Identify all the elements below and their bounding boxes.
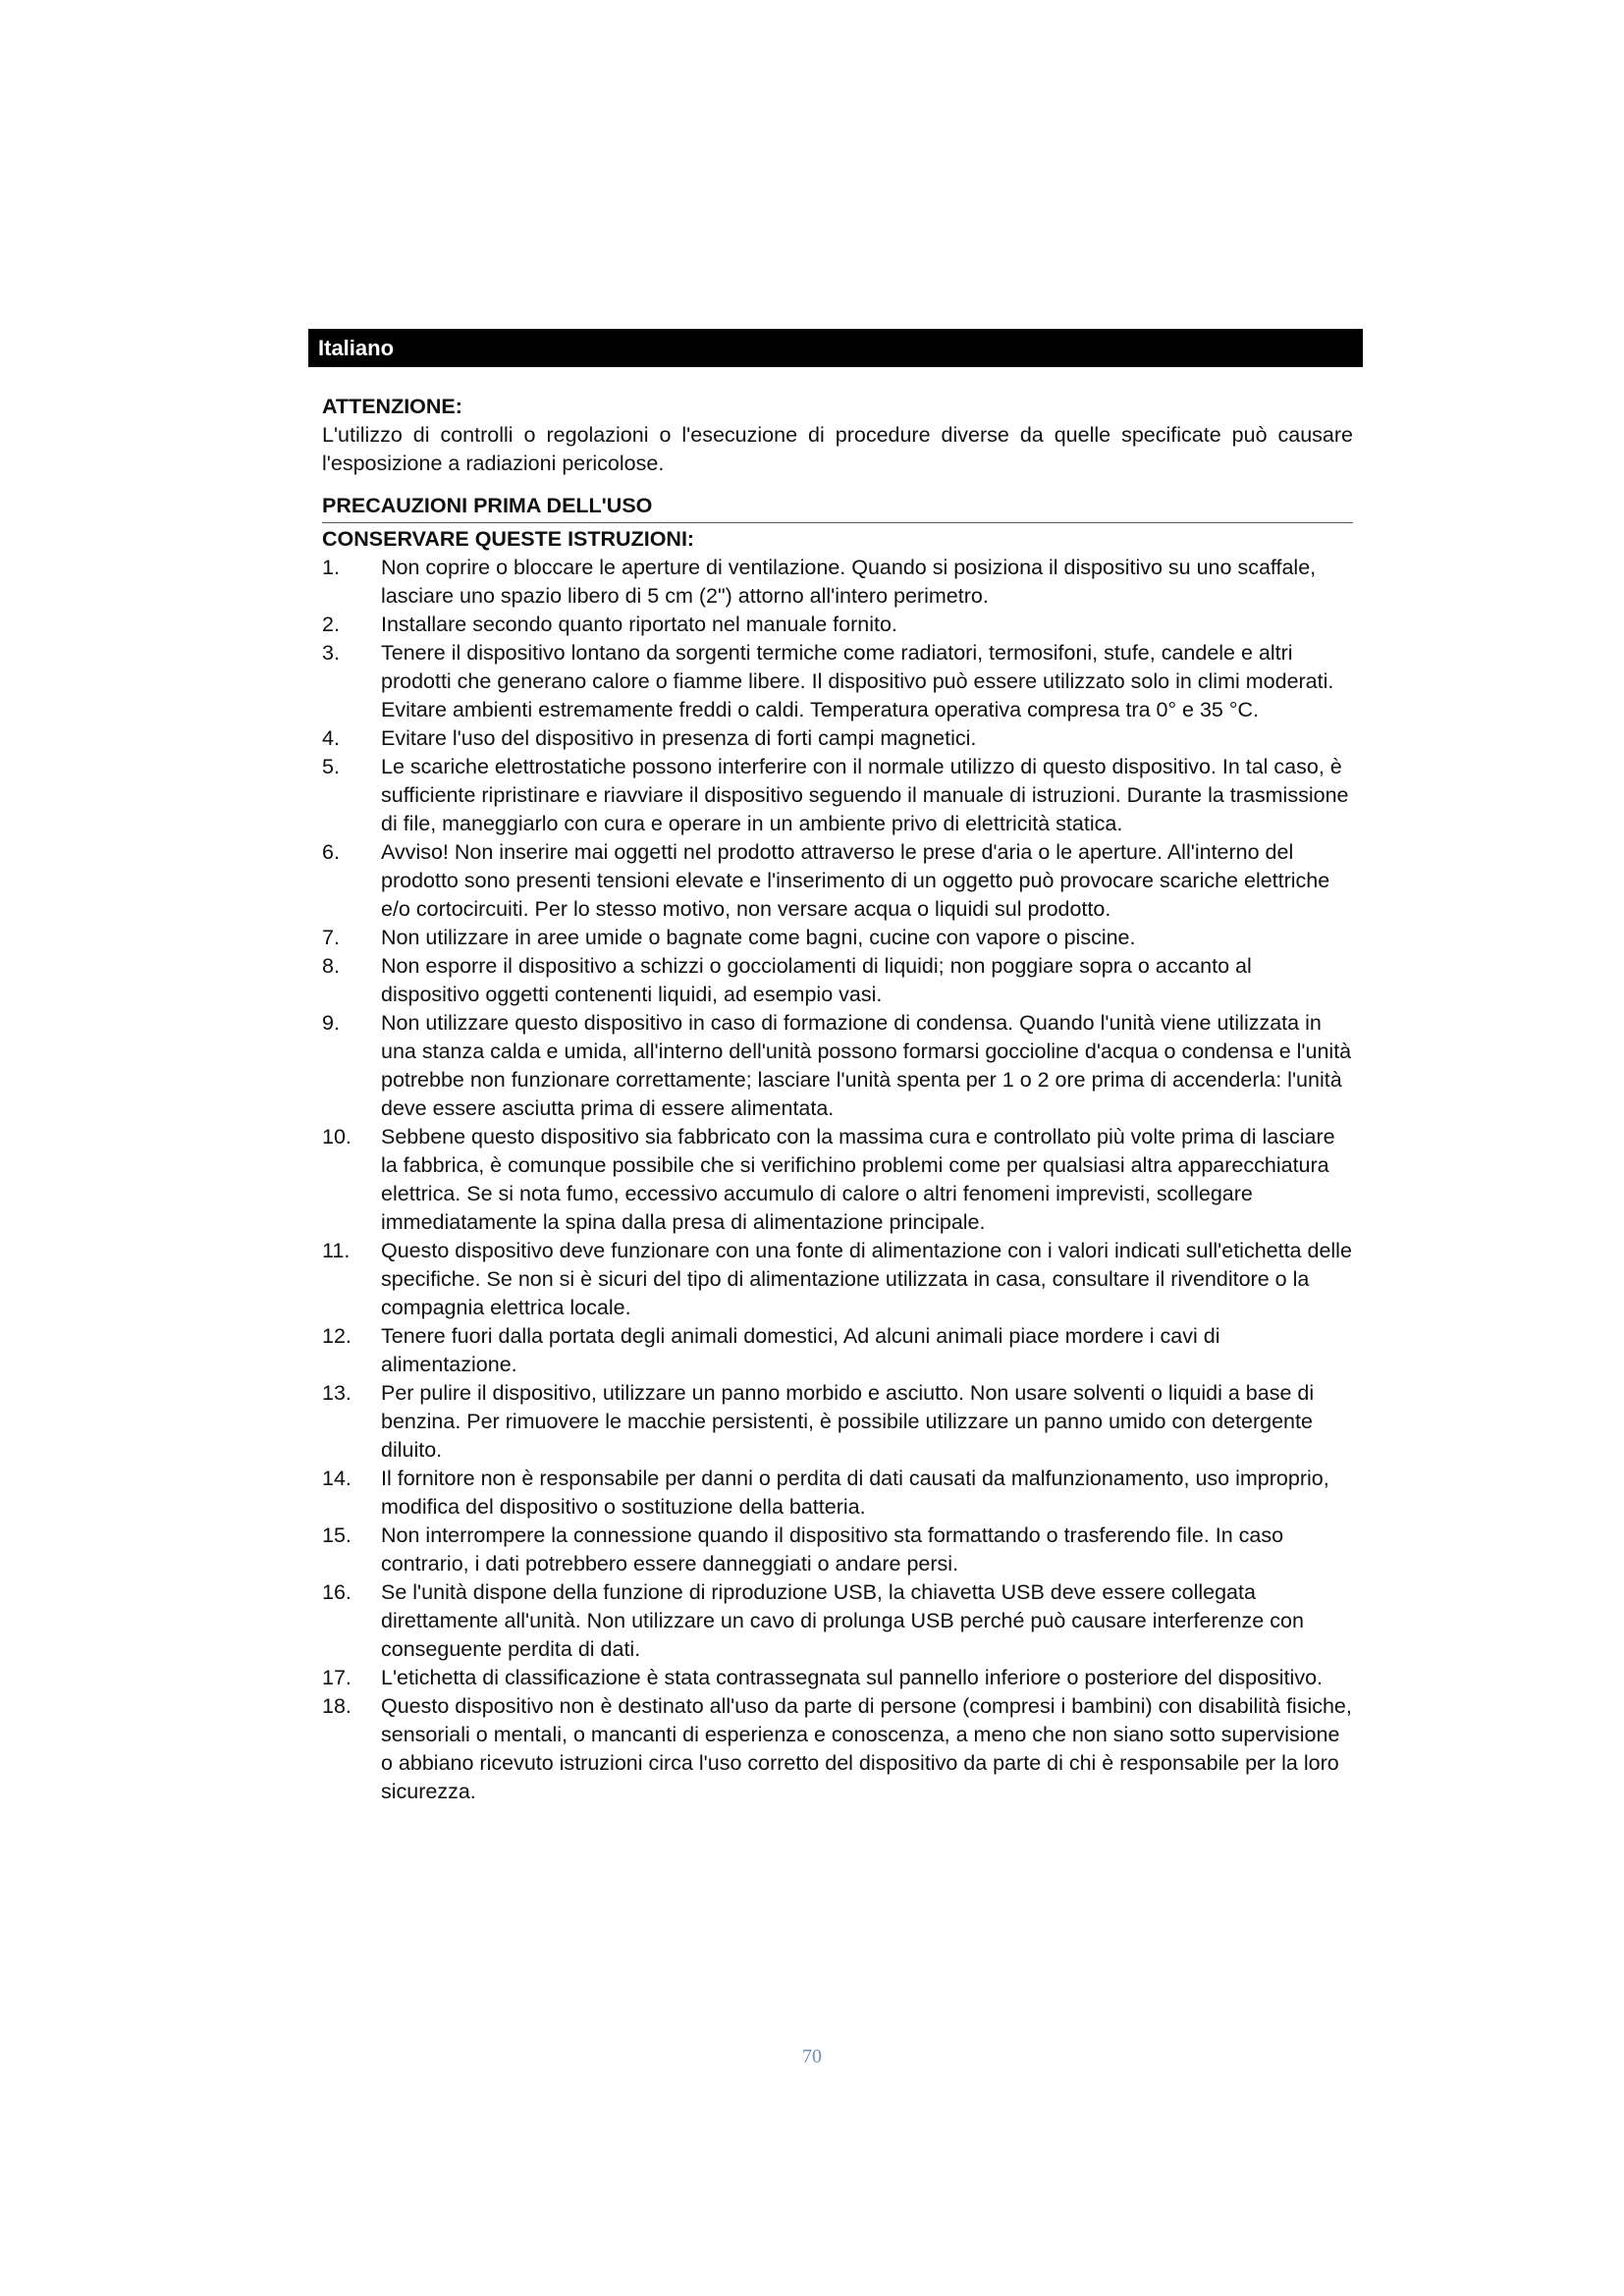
- page-number: 70: [802, 2046, 822, 2067]
- list-item-number: 17.: [322, 1666, 352, 1689]
- list-item: [322, 952, 1353, 1009]
- list-item: [322, 1322, 1353, 1379]
- list-item: [322, 611, 1353, 639]
- list-item-text: Tenere fuori dalla portata degli animali domestici, Ad alcuni animali piace mordere i cavi di alimentazione.: [381, 1324, 1220, 1376]
- list-item-number: 11.: [322, 1239, 351, 1262]
- list-item: [322, 1379, 1353, 1465]
- list-item-number: 12.: [322, 1324, 352, 1348]
- warning-heading: ATTENZIONE:: [322, 395, 462, 418]
- list-item-text: Evitare l'uso del dispositivo in presenza di forti campi magnetici.: [381, 726, 977, 750]
- list-item-number: 15.: [322, 1523, 352, 1547]
- list-item-number: 16.: [322, 1580, 352, 1604]
- list-item-number: 6.: [322, 840, 340, 864]
- list-item: [322, 838, 1353, 924]
- list-item: [322, 554, 1353, 611]
- list-item: [322, 1123, 1353, 1237]
- list-item: [322, 1692, 1353, 1806]
- list-item-text: Per pulire il dispositivo, utilizzare un panno morbido e asciutto. Non usare solventi o liquidi a base di benzina. Per rimuovere le macchie persistenti, è possibile utilizzare un panno umido con detergente diluito.: [381, 1381, 1315, 1462]
- list-item-number: 9.: [322, 1011, 340, 1035]
- list-item-text: Sebbene questo dispositivo sia fabbricato con la massima cura e controllato più volte prima di lasciare la fabbrica, è comunque possibile che si verifichino problemi come per qualsiasi altra apparecchiatura elettrica. Se si nota fumo, eccessivo accumulo di calore o altri fenomeni imprevisti, scollegare immediatamente la spina dalla presa di alimentazione principale.: [381, 1125, 1335, 1234]
- list-item-number: 14.: [322, 1467, 352, 1490]
- list-item-number: 4.: [322, 726, 340, 750]
- list-item-number: 8.: [322, 954, 340, 978]
- list-item: [322, 724, 1353, 753]
- language-header: Italiano: [308, 329, 1363, 367]
- list-item-text: Non esporre il dispositivo a schizzi o gocciolamenti di liquidi; non poggiare sopra o accanto al dispositivo oggetti contenenti liquidi, ad esempio vasi.: [381, 954, 1252, 1006]
- list-item-text: Se l'unità dispone della funzione di riproduzione USB, la chiavetta USB deve essere collegata direttamente all'unità. Non utilizzare un cavo di prolunga USB perché può causare interferenze con conseguente perdita di dati.: [381, 1580, 1304, 1661]
- precautions-subtitle: CONSERVARE QUESTE ISTRUZIONI:: [322, 527, 695, 551]
- list-item-text: Avviso! Non inserire mai oggetti nel prodotto attraverso le prese d'aria o le aperture. All'interno del prodotto sono presenti tensioni elevate e l'inserimento di un oggetto può provocare scariche elettriche e/o cortocircuiti. Per lo stesso motivo, non versare acqua o liquidi sul prodotto.: [381, 840, 1330, 921]
- list-item-text: Non coprire o bloccare le aperture di ventilazione. Quando si posiziona il dispositivo su uno scaffale, lasciare uno spazio libero di 5 cm (2") attorno all'intero perimetro.: [381, 556, 1317, 608]
- list-item-text: Non utilizzare questo dispositivo in caso di formazione di condensa. Quando l'unità viene utilizzata in una stanza calda e umida, all'interno dell'unità possono formarsi goccioline d'acqua o condensa e l'unità potrebbe non funzionare correttamente; lasciare l'unità spenta per 1 o 2 ore prima di accenderla: l'unità deve essere asciutta prima di essere alimentata.: [381, 1011, 1352, 1120]
- list-item-text: Il fornitore non è responsabile per danni o perdita di dati causati da malfunzionamento, uso improprio, modifica del dispositivo o sostituzione della batteria.: [381, 1467, 1329, 1519]
- list-item-text: Installare secondo quanto riportato nel manuale fornito.: [381, 613, 897, 636]
- list-item: [322, 1578, 1353, 1664]
- list-item-number: 3.: [322, 641, 340, 665]
- list-item-number: 10.: [322, 1125, 352, 1148]
- list-item: [322, 1009, 1353, 1123]
- list-item-text: L'etichetta di classificazione è stata contrassegnata sul pannello inferiore o posteriore del dispositivo.: [381, 1666, 1324, 1689]
- list-item: [322, 1237, 1353, 1322]
- list-item-number: 7.: [322, 926, 340, 949]
- list-item-number: 13.: [322, 1381, 352, 1405]
- list-item-text: Questo dispositivo non è destinato all'uso da parte di persone (compresi i bambini) con disabilità fisiche, sensoriali o mentali, o mancanti di esperienza e conoscenza, a meno che non siano sotto supervisione o abbiano ricevuto istruzioni circa l'uso corretto del dispositivo da parte di chi è responsabile per la loro sicurezza.: [381, 1694, 1352, 1803]
- warning-text: L'utilizzo di controlli o regolazioni o l'esecuzione di procedure diverse da quelle specificate può causare l'esposizione a radiazioni pericolose.: [322, 423, 1353, 475]
- list-item-text: Questo dispositivo deve funzionare con una fonte di alimentazione con i valori indicati sull'etichetta delle specifiche. Se non si è sicuri del tipo di alimentazione utilizzata in casa, consultare il rivenditore o la compagnia elettrica locale.: [381, 1239, 1352, 1319]
- precautions-list: [322, 554, 1353, 1806]
- list-item-text: Non utilizzare in aree umide o bagnate come bagni, cucine con vapore o piscine.: [381, 926, 1136, 949]
- list-item: [322, 1522, 1353, 1578]
- list-item: [322, 753, 1353, 838]
- list-item-number: 18.: [322, 1694, 352, 1718]
- list-item-number: 2.: [322, 613, 340, 636]
- list-item-text: Non interrompere la connessione quando il dispositivo sta formattando o trasferendo file. In caso contrario, i dati potrebbero essere danneggiati o andare persi.: [381, 1523, 1284, 1575]
- list-item-text: Tenere il dispositivo lontano da sorgenti termiche come radiatori, termosifoni, stufe, candele e altri prodotti che generano calore o fiamme libere. Il dispositivo può essere utilizzato solo in climi moderati. Evitare ambienti estremamente freddi o caldi. Temperatura operativa compresa tra 0° e 35 °C.: [381, 641, 1334, 721]
- list-item-text: Le scariche elettrostatiche possono interferire con il normale utilizzo di questo dispositivo. In tal caso, è sufficiente ripristinare e riavviare il dispositivo seguendo il manuale di istruzioni. Durante la trasmissione di file, maneggiarlo con cura e operare in un ambiente privo di elettricità statica.: [381, 755, 1349, 835]
- list-item: [322, 639, 1353, 724]
- list-item: [322, 1664, 1353, 1692]
- precautions-title: PRECAUZIONI PRIMA DELL'USO: [322, 492, 1353, 523]
- list-item-number: 5.: [322, 755, 340, 778]
- list-item: [322, 1465, 1353, 1522]
- list-item: [322, 924, 1353, 952]
- list-item-number: 1.: [322, 556, 340, 579]
- page-content: [322, 393, 1353, 1806]
